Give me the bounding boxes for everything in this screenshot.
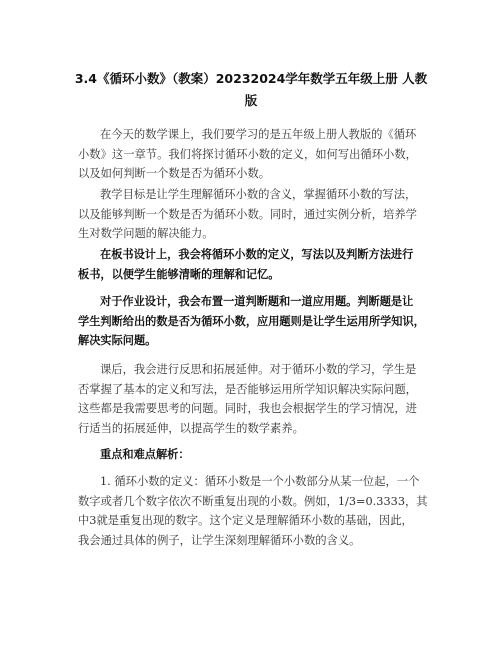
text-line: 在今天的数学课上，我们要学习的是五年级上册人教版的《循环 xyxy=(100,128,417,141)
paragraph-definition xyxy=(78,472,438,550)
text-line: 解决实际问题。 xyxy=(78,334,157,348)
text-line: 这些都是我需要思考的问题。同时，我也会根据学生的学习情况，进 xyxy=(78,402,417,416)
text-line: 1. 循环小数的定义：循环小数是一个小数部分从某一位起，一个 xyxy=(100,475,420,488)
paragraph-reflection xyxy=(78,360,438,438)
paragraph-homework xyxy=(78,292,438,351)
text-line: 对于作业设计，我会布置一道判断题和一道应用题。判断题是让 xyxy=(100,295,414,308)
paragraph-objectives xyxy=(78,185,438,244)
text-line: 我会通过具体的例子，让学生深刻理解循环小数的含义。 xyxy=(78,533,361,547)
text-line: 学生判断给出的数是否为循环小数，应用题则是让学生运用所学知识， xyxy=(78,314,425,328)
text-line: 否掌握了基本的定义和写法，是否能够运用所学知识解决实际问题， xyxy=(78,382,417,396)
text-line: 课后，我会进行反思和拓展延伸。对于循环小数的学习，学生是 xyxy=(100,363,417,376)
text-line: 以及如何判断一个数是否为循环小数。 xyxy=(78,167,271,181)
text-line: 在板书设计上，我会将循环小数的定义，写法以及判断方法进行 xyxy=(100,248,414,261)
document-title xyxy=(60,68,442,112)
text-line: 重点和难点解析： xyxy=(100,448,190,461)
text-line: 小数》这一章节。我们将探讨循环小数的定义，如何写出循环小数， xyxy=(78,147,417,161)
section-heading-key-points xyxy=(78,445,438,465)
text-line: 以及能够判断一个数是否为循环小数。同时，通过实例分析，培养学 xyxy=(78,207,417,221)
text-line: 中3就是重复出现的数字。这个定义是理解循环小数的基础，因此， xyxy=(78,514,413,528)
paragraph-board-design xyxy=(78,245,438,284)
paragraph-intro xyxy=(78,125,438,184)
text-line: 教学目标是让学生理解循环小数的含义，掌握循环小数的写法， xyxy=(100,188,417,201)
title-line-2: 版 xyxy=(244,93,258,108)
text-line: 行适当的拓展延伸，以提高学生的数学素养。 xyxy=(78,421,304,435)
text-line: 板书，以便学生能够清晰的理解和记忆。 xyxy=(78,267,280,281)
text-line: 生对数学问题的解决能力。 xyxy=(78,227,214,241)
title-line-1: 3.4《循环小数》（教案）20232024学年数学五年级上册 人教 xyxy=(74,71,428,86)
text-line: 数字或者几个数字依次不断重复出现的小数。例如，1/3=0.3333，其 xyxy=(78,494,428,508)
